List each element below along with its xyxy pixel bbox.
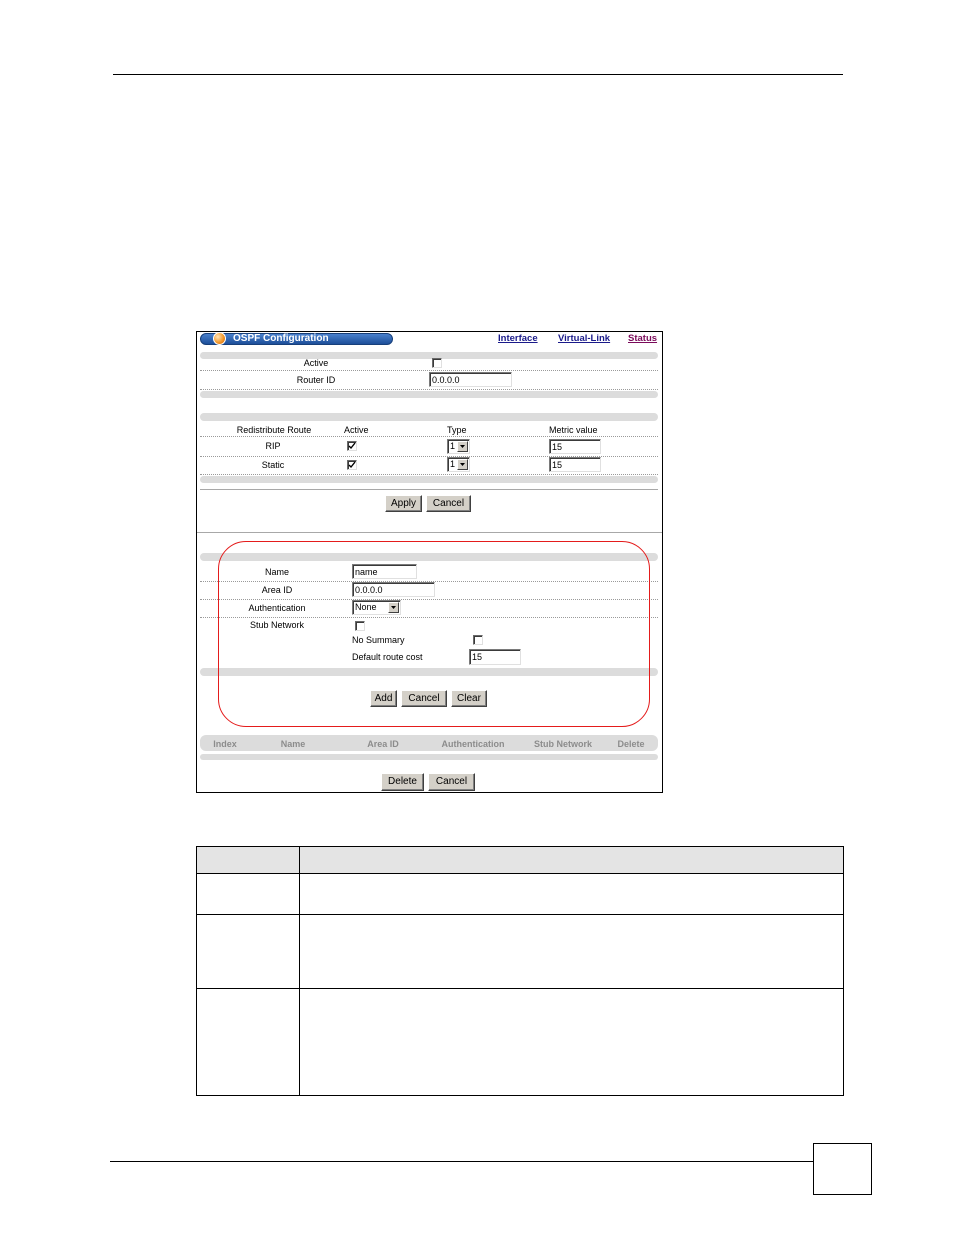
- redistribute-route-header: Redistribute Route: [236, 425, 312, 435]
- virtual-link-link[interactable]: Virtual-Link: [558, 333, 611, 344]
- panel-title: OSPF Configuration: [233, 333, 329, 344]
- ospf-configuration-panel: [196, 331, 663, 793]
- select-value: 1: [450, 459, 456, 469]
- delete-button[interactable]: Delete: [381, 773, 424, 791]
- table-row: [197, 915, 843, 989]
- redistribute-type-header: Type: [447, 425, 467, 435]
- column-header-index: Index: [213, 739, 237, 749]
- redistribute-active-header: Active: [344, 425, 369, 435]
- column-header-authentication: Authentication: [441, 739, 505, 749]
- redistribute-metric-header: Metric value: [549, 425, 598, 435]
- row-divider: [200, 436, 658, 437]
- active-checkbox[interactable]: [432, 358, 442, 368]
- row-divider: [200, 474, 658, 475]
- authentication-label: Authentication: [248, 603, 306, 613]
- rip-active-checkbox[interactable]: [347, 441, 357, 451]
- table-cell: [197, 915, 300, 988]
- highlight-outline: [218, 541, 650, 727]
- column-header-area-id: Area ID: [367, 739, 399, 749]
- select-value: None: [355, 602, 377, 612]
- checkmark-icon: [348, 442, 356, 450]
- table-cancel-button[interactable]: Cancel: [428, 773, 475, 791]
- no-summary-label: No Summary: [352, 635, 405, 645]
- active-label: Active: [303, 358, 329, 368]
- separator: [197, 532, 662, 533]
- table-cell: [197, 874, 300, 914]
- static-metric-input[interactable]: [549, 457, 601, 472]
- chevron-down-icon[interactable]: [457, 441, 468, 452]
- page-number-box: [813, 1143, 872, 1195]
- chevron-down-icon[interactable]: [457, 459, 468, 470]
- redistribute-route-name: Static: [261, 460, 285, 470]
- table-cell: [300, 847, 843, 873]
- clear-button[interactable]: Clear: [451, 690, 487, 707]
- table-cell: [300, 989, 843, 1095]
- add-button[interactable]: Add: [370, 690, 397, 707]
- table-cell: [300, 874, 843, 914]
- router-id-label: Router ID: [296, 375, 336, 385]
- row-divider: [200, 389, 658, 390]
- area-table-footer-band: [200, 754, 658, 760]
- apply-button[interactable]: Apply: [385, 495, 422, 512]
- section-bottom-band: [200, 391, 658, 398]
- select-value: 1: [450, 441, 456, 451]
- stub-network-label: Stub Network: [249, 620, 305, 630]
- table-header-row: [197, 847, 843, 874]
- row-divider: [200, 370, 658, 371]
- separator: [200, 489, 658, 490]
- area-id-label: Area ID: [261, 585, 293, 595]
- section-top-band: [200, 413, 658, 421]
- rip-metric-input[interactable]: [549, 439, 601, 454]
- router-id-input[interactable]: [429, 372, 512, 387]
- field-description-table: [196, 846, 844, 1096]
- table-row: [197, 874, 843, 915]
- checkmark-icon: [348, 461, 356, 469]
- area-cancel-button[interactable]: Cancel: [401, 690, 447, 707]
- ospf-bullet-icon: [213, 332, 226, 345]
- footer-rule: [110, 1161, 813, 1162]
- column-header-delete: Delete: [617, 739, 645, 749]
- static-active-checkbox[interactable]: [347, 460, 357, 470]
- redistribute-route-name: RIP: [265, 441, 281, 451]
- static-type-select[interactable]: [447, 457, 470, 472]
- area-name-label: Name: [264, 567, 289, 577]
- table-cell: [300, 915, 843, 988]
- default-route-cost-label: Default route cost: [352, 652, 423, 662]
- header-rule: [113, 74, 843, 75]
- column-header-name: Name: [280, 739, 306, 749]
- table-row: [197, 989, 843, 1095]
- status-link[interactable]: Status: [628, 333, 658, 344]
- table-cell: [197, 989, 300, 1095]
- cancel-button[interactable]: Cancel: [426, 495, 471, 512]
- section-bottom-band: [200, 476, 658, 483]
- column-header-stub-network: Stub Network: [533, 739, 592, 749]
- table-cell: [197, 847, 300, 873]
- rip-type-select[interactable]: [447, 439, 470, 454]
- interface-link[interactable]: Interface: [498, 333, 538, 344]
